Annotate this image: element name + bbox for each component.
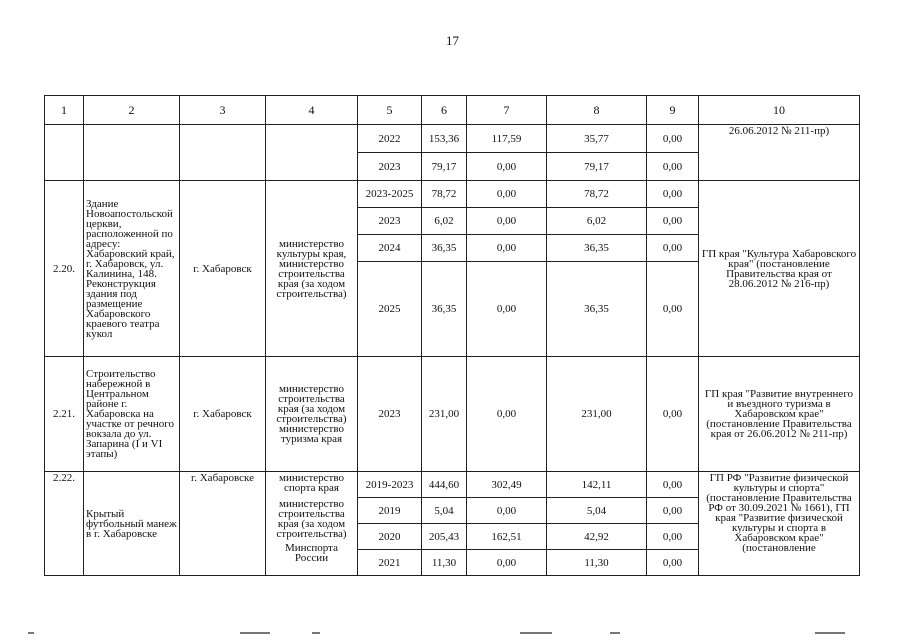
- empty-cell: [180, 125, 266, 181]
- value-cell: 231,00: [547, 357, 647, 472]
- value-cell: 5,04: [547, 498, 647, 524]
- header-cell: 5: [358, 96, 422, 125]
- scan-mark: [240, 632, 270, 634]
- year-cell: 2023: [358, 208, 422, 235]
- item-number: 2.21.: [45, 357, 84, 472]
- value-cell: 78,72: [422, 181, 467, 208]
- scan-mark: [610, 632, 620, 634]
- value-cell: 0,00: [647, 550, 699, 576]
- header-cell: 4: [266, 96, 358, 125]
- value-cell: 0,00: [647, 472, 699, 498]
- table-row: [45, 472, 860, 498]
- header-cell: 7: [467, 96, 547, 125]
- value-cell: 302,49: [467, 472, 547, 498]
- header-cell: 2: [84, 96, 180, 125]
- scan-mark: [312, 632, 320, 634]
- value-cell: 117,59: [467, 125, 547, 153]
- scan-edge-marks: [0, 628, 905, 640]
- header-row: [45, 96, 860, 125]
- program-cell: ГП края "Развитие внутреннего и въездного туризма в Хабаровском крае" (постановление Правительства края от 26.06.2012 № 211-пр): [699, 357, 860, 472]
- location-cell: г. Хабаровск: [180, 181, 266, 357]
- value-cell: 0,00: [647, 524, 699, 550]
- page-number: 17: [446, 33, 459, 48]
- value-cell: 11,30: [422, 550, 467, 576]
- header-cell: 8: [547, 96, 647, 125]
- location-cell: г. Хабаровске: [180, 472, 266, 576]
- value-cell: 79,17: [547, 153, 647, 181]
- value-cell: 36,35: [547, 235, 647, 262]
- header-cell: 1: [45, 96, 84, 125]
- year-cell: 2023-2025: [358, 181, 422, 208]
- object-name: Строительство набережной в Центральном районе г. Хабаровска на участке от речного вокзала до ул. Запарина (I и VI этапы): [84, 357, 180, 472]
- header-cell: 6: [422, 96, 467, 125]
- table-row: [45, 181, 860, 208]
- value-cell: 0,00: [647, 498, 699, 524]
- responsible-line: Минспорта России: [284, 542, 338, 564]
- value-cell: 231,00: [422, 357, 467, 472]
- item-number: 2.22.: [45, 472, 84, 576]
- value-cell: 6,02: [422, 208, 467, 235]
- year-cell: 2019-2023: [358, 472, 422, 498]
- value-cell: 142,11: [547, 472, 647, 498]
- scan-mark: [520, 632, 552, 634]
- program-cell: 26.06.2012 № 211-пр): [699, 125, 860, 181]
- header-cell: 10: [699, 96, 860, 125]
- value-cell: 6,02: [547, 208, 647, 235]
- location-cell: г. Хабаровск: [180, 357, 266, 472]
- empty-cell: [45, 125, 84, 181]
- table-row: [45, 125, 860, 153]
- responsible-cell: министерство культуры края, министерство строительства края (за ходом строительства): [266, 181, 358, 357]
- year-cell: 2023: [358, 153, 422, 181]
- value-cell: 36,35: [422, 235, 467, 262]
- year-cell: 2023: [358, 357, 422, 472]
- value-cell: 0,00: [647, 153, 699, 181]
- value-cell: 0,00: [647, 357, 699, 472]
- value-cell: 11,30: [547, 550, 647, 576]
- year-cell: 2022: [358, 125, 422, 153]
- value-cell: 0,00: [647, 262, 699, 357]
- value-cell: 0,00: [467, 498, 547, 524]
- year-cell: 2024: [358, 235, 422, 262]
- value-cell: 0,00: [467, 153, 547, 181]
- value-cell: 0,00: [467, 235, 547, 262]
- value-cell: 0,00: [647, 208, 699, 235]
- investment-table: [44, 95, 860, 576]
- value-cell: 205,43: [422, 524, 467, 550]
- item-number: 2.20.: [45, 181, 84, 357]
- responsible-cell: министерство строительства края (за ходом строительства) министерство туризма края: [266, 357, 358, 472]
- value-cell: 79,17: [422, 153, 467, 181]
- value-cell: 35,77: [547, 125, 647, 153]
- responsible-line: министерство спорта края: [278, 472, 344, 494]
- program-cell: ГП РФ "Развитие физической культуры и спорта" (постановление Правительства РФ от 30.09.2021 № 1661), ГП края "Развитие физической культуры и спорта в Хабаровском крае" (постановление: [699, 472, 860, 576]
- value-cell: 0,00: [467, 262, 547, 357]
- value-cell: 162,51: [467, 524, 547, 550]
- empty-cell: [266, 125, 358, 181]
- value-cell: 0,00: [467, 357, 547, 472]
- value-cell: 0,00: [467, 181, 547, 208]
- object-name: Здание Новоапостольской церкви, расположенной по адресу: Хабаровский край, г. Хабаровск, ул. Калинина, 148. Реконструкция здания под размещение Хабаровского краевого театра кукол: [84, 181, 180, 357]
- header-cell: 9: [647, 96, 699, 125]
- value-cell: 0,00: [467, 208, 547, 235]
- value-cell: 0,00: [467, 550, 547, 576]
- value-cell: 42,92: [547, 524, 647, 550]
- value-cell: 0,00: [647, 235, 699, 262]
- year-cell: 2019: [358, 498, 422, 524]
- year-cell: 2020: [358, 524, 422, 550]
- value-cell: 444,60: [422, 472, 467, 498]
- responsible-cell: [266, 472, 358, 576]
- value-cell: 36,35: [547, 262, 647, 357]
- value-cell: 153,36: [422, 125, 467, 153]
- table-row: [45, 357, 860, 472]
- header-cell: 3: [180, 96, 266, 125]
- value-cell: 78,72: [547, 181, 647, 208]
- scan-mark: [815, 632, 845, 634]
- value-cell: 0,00: [647, 181, 699, 208]
- scan-mark: [28, 632, 34, 634]
- value-cell: 5,04: [422, 498, 467, 524]
- object-name: Крытый футбольный манеж в г. Хабаровске: [84, 472, 180, 576]
- year-cell: 2021: [358, 550, 422, 576]
- responsible-line: министерство строительства края (за ходом строительства): [276, 498, 347, 540]
- year-cell: 2025: [358, 262, 422, 357]
- program-cell: ГП края "Культура Хабаровского края" (постановление Правительства края от 28.06.2012 № 216-пр): [699, 181, 860, 357]
- empty-cell: [84, 125, 180, 181]
- value-cell: 36,35: [422, 262, 467, 357]
- value-cell: 0,00: [647, 125, 699, 153]
